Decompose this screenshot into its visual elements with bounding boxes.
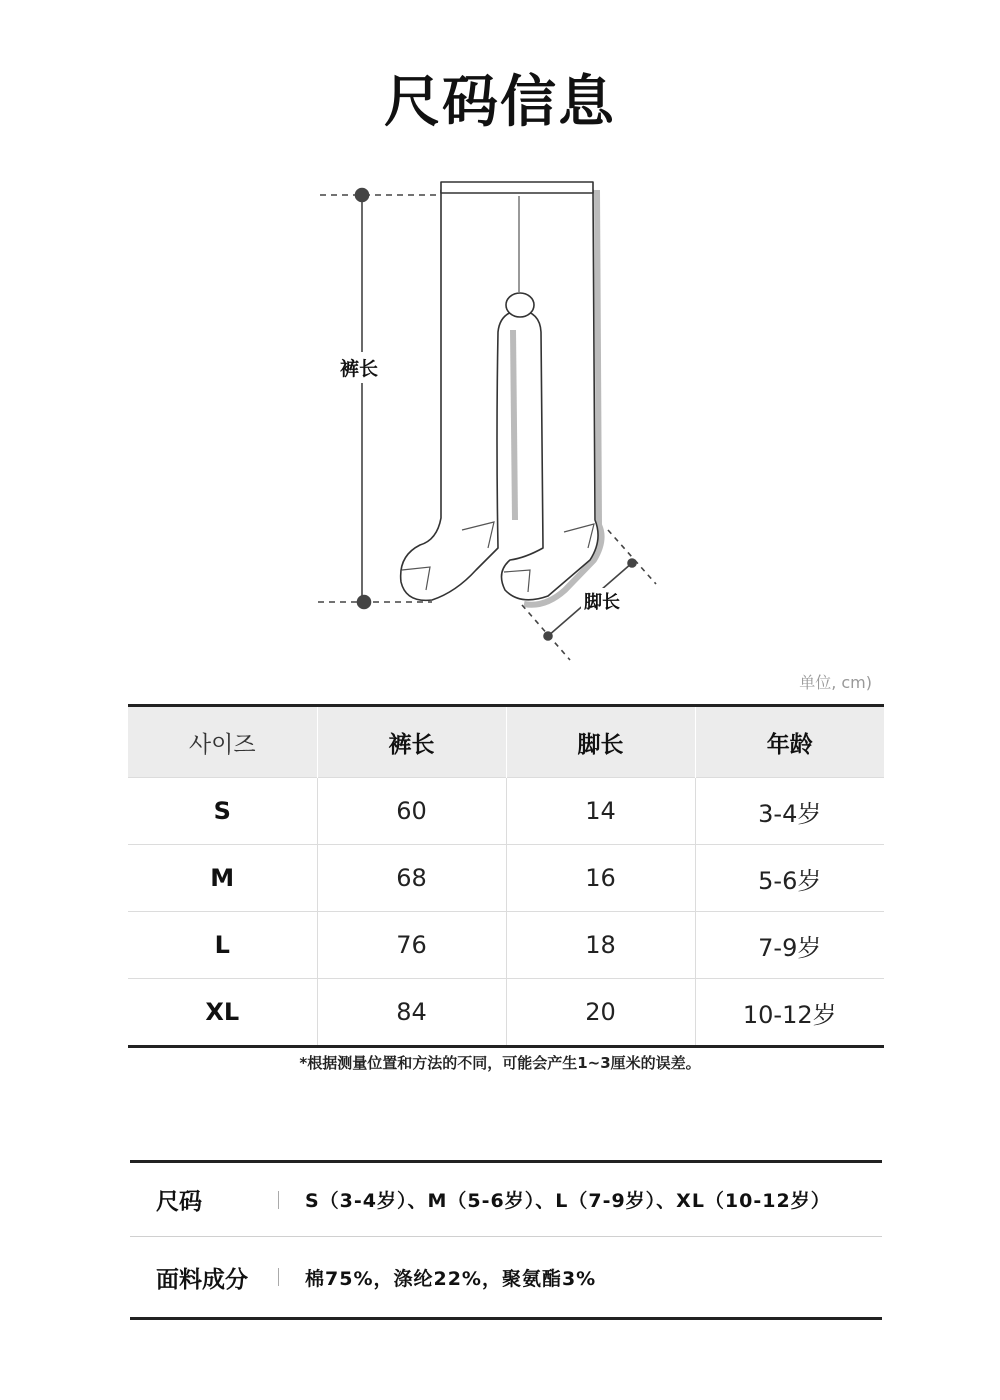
cell-foot-length: 16 (506, 845, 695, 912)
cell-pants-length: 68 (317, 845, 506, 912)
cell-pants-length: 84 (317, 979, 506, 1047)
cell-age: 10-12岁 (695, 979, 884, 1047)
header-foot-length: 脚长 (506, 706, 695, 778)
info-row-size (130, 1163, 882, 1236)
table-row (128, 912, 884, 979)
measurement-footnote: *根据测量位置和方法的不同，可能会产生1~3厘米的误差。 (299, 1054, 701, 1072)
info-size-value: S（3-4岁）、M（5-6岁）、L（7-9岁）、XL（10-12岁） (305, 1190, 831, 1212)
cell-foot-length: 20 (506, 979, 695, 1047)
header-size: 사이즈 (128, 706, 317, 778)
product-info (130, 1160, 882, 1320)
info-fabric-label: 面料成分 (156, 1266, 248, 1293)
cell-size: L (128, 912, 317, 979)
info-row-fabric (130, 1236, 882, 1317)
table-row (128, 778, 884, 845)
table-header-row (128, 706, 884, 778)
table-row (128, 845, 884, 912)
cell-foot-length: 14 (506, 778, 695, 845)
cell-pants-length: 60 (317, 778, 506, 845)
cell-pants-length: 76 (317, 912, 506, 979)
info-divider (278, 1268, 279, 1286)
pants-length-label: 裤长 (336, 352, 382, 383)
info-size-label: 尺码 (156, 1189, 202, 1215)
size-table (128, 704, 884, 1048)
table-row (128, 979, 884, 1047)
cell-age: 5-6岁 (695, 845, 884, 912)
cell-age: 3-4岁 (695, 778, 884, 845)
cell-age: 7-9岁 (695, 912, 884, 979)
cell-foot-length: 18 (506, 912, 695, 979)
cell-size: XL (128, 979, 317, 1047)
info-fabric-value: 棉75%，涤纶22%，聚氨酯3% (305, 1267, 597, 1290)
header-pants-length: 裤长 (317, 706, 506, 778)
header-age: 年龄 (695, 706, 884, 778)
tights-diagram (0, 160, 1000, 670)
page-title: 尺码信息 (384, 70, 616, 135)
foot-length-label: 脚长 (581, 588, 623, 614)
cell-size: S (128, 778, 317, 845)
cell-size: M (128, 845, 317, 912)
unit-note: 单位, cm) (799, 673, 872, 692)
info-divider (278, 1191, 279, 1209)
tights-outline (401, 182, 598, 600)
